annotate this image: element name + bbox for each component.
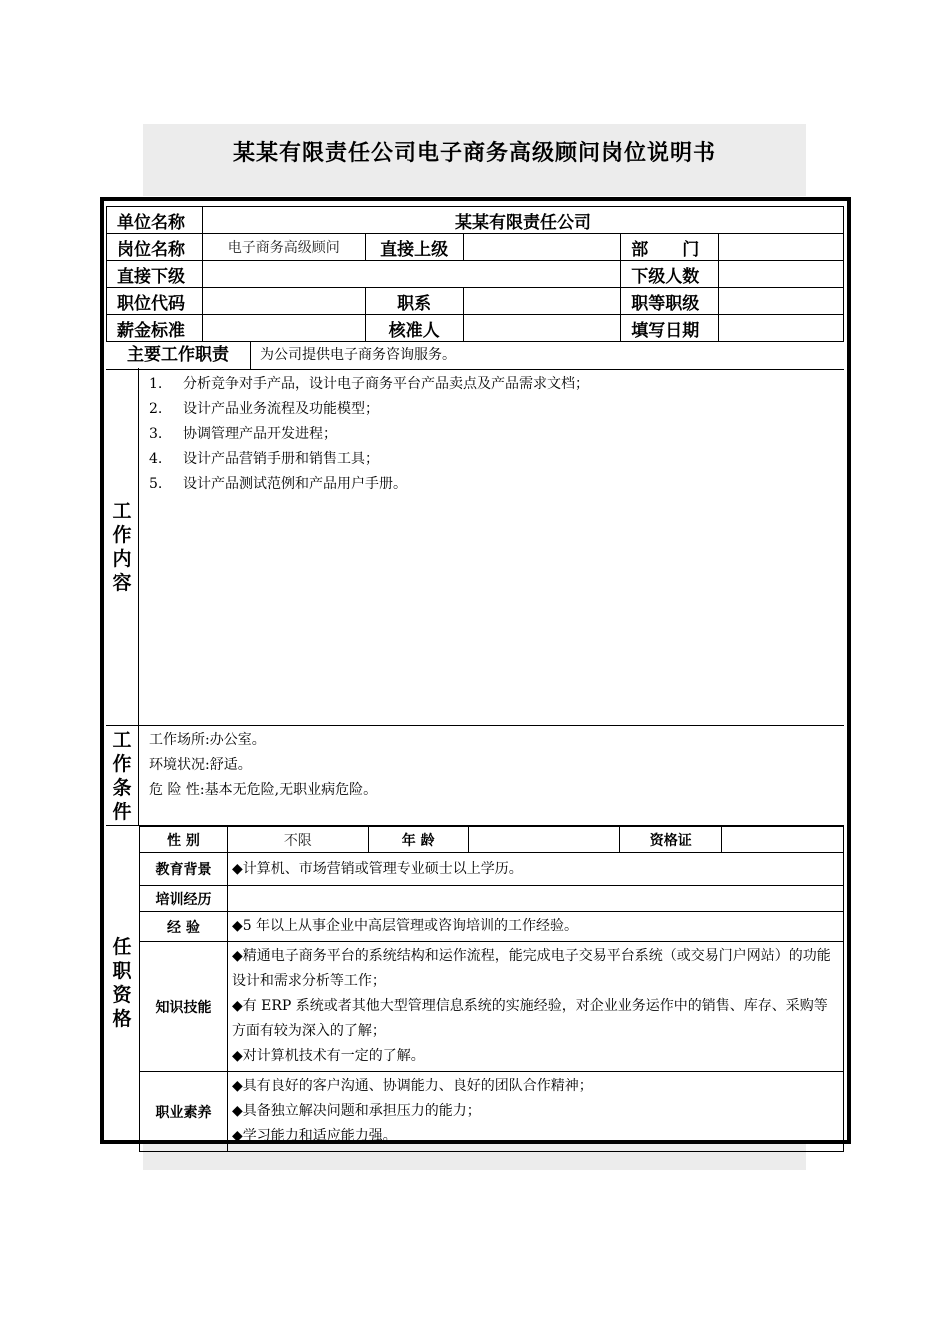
skill-line: ◆精通电子商务平台的系统结构和运作流程，能完成电子交易平台系统（或交易门户网站）的功能设计和需求分析等工作；	[231, 948, 831, 989]
sub-count-label: 下级人数	[621, 261, 719, 288]
work-content-section	[106, 368, 844, 726]
code-label: 职位代码	[107, 288, 203, 315]
table-row	[140, 853, 844, 886]
training-label: 培训经历	[140, 886, 228, 912]
age-value	[468, 827, 620, 853]
basic-info-table	[106, 206, 844, 342]
date-value	[719, 315, 844, 342]
qualifications-section	[106, 826, 844, 1144]
list-item: 3. 协调管理产品开发进程；	[149, 426, 337, 442]
table-row	[140, 942, 844, 1072]
main-duty-row	[106, 341, 844, 370]
quality-value	[227, 1072, 843, 1152]
cert-label: 资格证	[620, 827, 722, 853]
dept-label: 部 门	[621, 234, 719, 261]
dept-value	[719, 234, 844, 261]
grade-label: 职等职级	[621, 288, 719, 315]
skill-line: ◆对计算机技术有一定的了解。	[231, 1048, 425, 1064]
table-row	[107, 234, 844, 261]
table-row	[140, 912, 844, 942]
table-row	[140, 886, 844, 912]
age-label: 年 龄	[368, 827, 468, 853]
salary-value	[202, 315, 365, 342]
code-value	[202, 288, 365, 315]
quality-line: ◆具有良好的客户沟通、协调能力、良好的团队合作精神；	[231, 1078, 593, 1094]
table-row	[140, 827, 844, 853]
gender-value: 不限	[227, 827, 368, 853]
quality-label: 职业素养	[140, 1072, 228, 1152]
subordinate-value	[202, 261, 620, 288]
qualifications-table	[139, 826, 844, 1152]
work-content-list	[149, 372, 836, 497]
skill-line: ◆有 ERP 系统或者其他大型管理信息系统的实施经验，对企业业务运作中的销售、库存、采购等方面有较为深入的了解；	[231, 998, 828, 1039]
table-row	[107, 315, 844, 342]
post-value: 电子商务高级顾问	[202, 234, 365, 261]
training-value	[227, 886, 843, 912]
table-row	[107, 288, 844, 315]
table-row	[140, 1072, 844, 1152]
quality-line: ◆学习能力和适应能力强。	[231, 1128, 397, 1144]
superior-value	[463, 234, 621, 261]
date-label: 填写日期	[621, 315, 719, 342]
experience-value: ◆5 年以上从事企业中高层管理或咨询培训的工作经验。	[227, 912, 843, 942]
skills-value	[227, 942, 843, 1072]
grade-value	[719, 288, 844, 315]
work-conditions-label: 工 作 条 件	[106, 726, 139, 825]
condition-line: 危 险 性:基本无危险,无职业病危险。	[149, 782, 378, 798]
list-item: 4. 设计产品营销手册和销售工具；	[149, 451, 379, 467]
superior-label: 直接上级	[365, 234, 463, 261]
unit-label: 单位名称	[107, 207, 203, 234]
series-label: 职系	[365, 288, 463, 315]
approver-label: 核准人	[365, 315, 463, 342]
approver-value	[463, 315, 621, 342]
main-duty-label: 主要工作职责	[106, 342, 251, 369]
unit-value: 某某有限责任公司	[202, 207, 843, 234]
document-title: 某某有限责任公司电子商务高级顾问岗位说明书	[232, 140, 716, 166]
salary-label: 薪金标准	[107, 315, 203, 342]
quality-line: ◆具备独立解决问题和承担压力的能力；	[231, 1103, 481, 1119]
gender-label: 性 别	[140, 827, 228, 853]
table-row	[107, 261, 844, 288]
education-value: ◆计算机、市场营销或管理专业硕士以上学历。	[227, 853, 843, 886]
cert-value	[722, 827, 844, 853]
main-duty-value: 为公司提供电子商务咨询服务。	[260, 347, 456, 363]
condition-line: 工作场所:办公室。	[149, 732, 266, 748]
sub-count-value	[719, 261, 844, 288]
work-content-label: 工 作 内 容	[106, 368, 139, 725]
table-row	[107, 207, 844, 234]
education-label: 教育背景	[140, 853, 228, 886]
qualifications-label: 任 职 资 格	[112, 935, 132, 1030]
skills-label: 知识技能	[140, 942, 228, 1072]
list-item: 1. 分析竞争对手产品，设计电子商务平台产品卖点及产品需求文档；	[149, 376, 589, 392]
subordinate-label: 直接下级	[107, 261, 203, 288]
post-label: 岗位名称	[107, 234, 203, 261]
work-conditions-list	[149, 728, 836, 803]
series-value	[463, 288, 621, 315]
experience-label: 经 验	[140, 912, 228, 942]
list-item: 5. 设计产品测试范例和产品用户手册。	[149, 476, 407, 492]
work-conditions-section	[106, 726, 844, 826]
condition-line: 环境状况:舒适。	[149, 757, 252, 773]
list-item: 2. 设计产品业务流程及功能模型；	[149, 401, 379, 417]
